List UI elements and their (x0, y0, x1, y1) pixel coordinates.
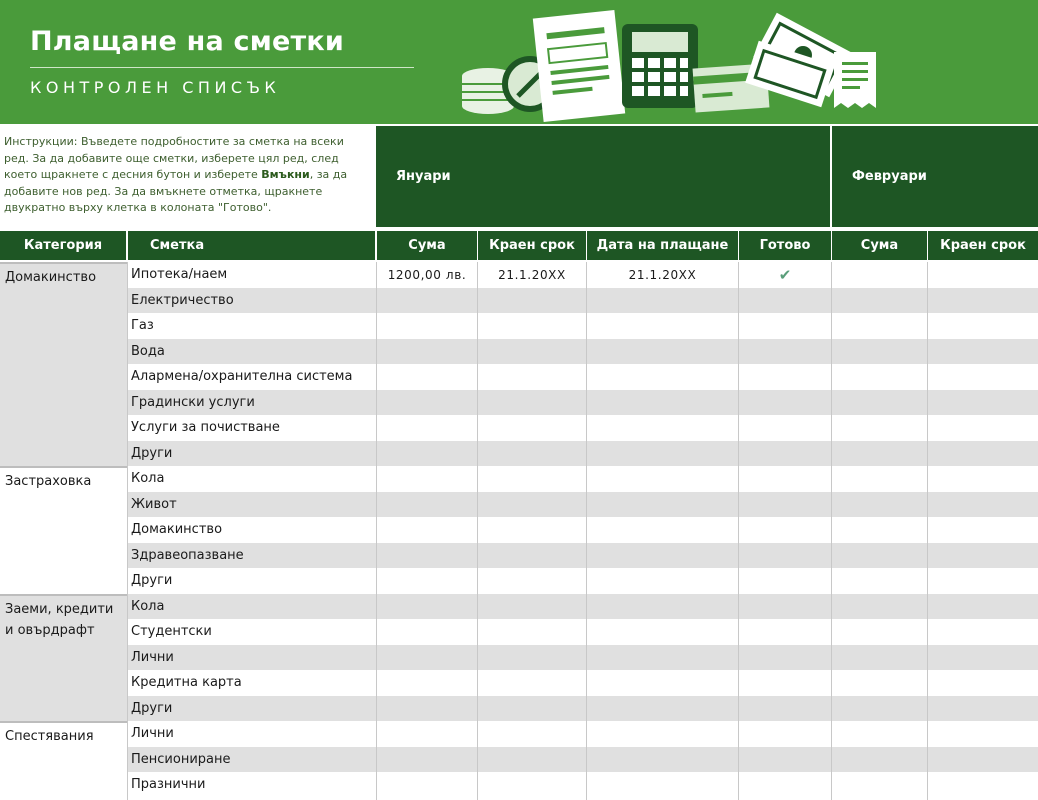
due-cell[interactable] (478, 441, 586, 467)
bill-name-cell[interactable]: Живот (131, 496, 177, 512)
column-header-done[interactable]: Готово (739, 231, 831, 260)
due-cell[interactable] (478, 645, 586, 671)
category-label: Спестявания (5, 729, 94, 744)
paid-cell[interactable] (587, 594, 738, 620)
instructions-part-1: Инструкции: Въведете подробностите за сметка на всеки ред. За да добавите още сметки, изберете цял ред, след което щракнете с десния бутон и изберете (4, 135, 344, 181)
category-label: Застраховка (5, 474, 92, 489)
table-row[interactable] (0, 543, 1038, 569)
amount-cell[interactable] (377, 670, 477, 696)
due-cell[interactable] (478, 568, 586, 594)
bill-name-cell[interactable]: Кредитна карта (131, 675, 242, 691)
page-subtitle: КОНТРОЛЕН СПИСЪК (30, 78, 281, 97)
due-cell[interactable] (478, 339, 586, 365)
table-row[interactable] (0, 568, 1038, 594)
table-row[interactable] (0, 721, 1038, 747)
paid-cell[interactable] (587, 364, 738, 390)
paid-cell[interactable] (587, 568, 738, 594)
amount-cell[interactable] (377, 696, 477, 722)
due-cell[interactable] (478, 313, 586, 339)
bill-name-cell[interactable]: Кола (131, 471, 165, 487)
bill-name-cell[interactable]: Лични (131, 649, 174, 665)
header-banner (0, 0, 1038, 124)
amount-cell[interactable] (377, 517, 477, 543)
category-cell[interactable] (0, 594, 127, 722)
column-header-due-date[interactable]: Краен срок (478, 231, 586, 260)
done-cell[interactable] (739, 747, 831, 773)
table-row[interactable] (0, 262, 1038, 288)
done-cell[interactable] (739, 339, 831, 365)
instructions-insert-keyword: Вмъкни (261, 168, 310, 181)
due-cell[interactable] (478, 747, 586, 773)
amount-cell[interactable] (377, 364, 477, 390)
paid-cell[interactable] (587, 390, 738, 416)
bill-name-cell[interactable]: Студентски (131, 624, 212, 640)
paid-cell[interactable] (587, 696, 738, 722)
bill-name-cell[interactable]: Газ (131, 318, 154, 334)
bill-name-cell[interactable]: Други (131, 445, 173, 461)
bill-name-cell[interactable]: Електричество (131, 292, 234, 308)
bill-name-cell[interactable]: Кола (131, 598, 165, 614)
due-cell[interactable] (478, 721, 586, 747)
instructions-part-2: , за да добавите нов ред. За да вмъкнете отметка, щракнете двукратно върху клетка в колоната "Готово". (4, 168, 348, 214)
amount-cell[interactable] (377, 543, 477, 569)
table-row[interactable] (0, 466, 1038, 492)
due-cell[interactable] (478, 696, 586, 722)
amount-cell[interactable] (377, 288, 477, 314)
amount-cell[interactable] (377, 747, 477, 773)
table-row[interactable] (0, 364, 1038, 390)
bill-name-cell[interactable]: Празнични (131, 777, 206, 793)
amount-cell[interactable] (377, 339, 477, 365)
column-header-amount[interactable]: Сума (377, 231, 477, 260)
page-title: Плащане на сметки (30, 26, 344, 57)
calculator-icon (622, 24, 698, 108)
column-header-category[interactable]: Категория (0, 231, 126, 260)
paid-cell[interactable] (587, 441, 738, 467)
done-cell[interactable] (739, 619, 831, 645)
paid-cell[interactable] (587, 772, 738, 798)
amount-cell[interactable] (377, 619, 477, 645)
paid-cell[interactable] (587, 543, 738, 569)
amount-cell[interactable] (377, 721, 477, 747)
done-cell[interactable] (739, 772, 831, 798)
invoice-icon (533, 10, 625, 122)
done-checkmark-icon[interactable]: ✔ (778, 265, 792, 284)
table-row[interactable] (0, 619, 1038, 645)
category-label: Домакинство (5, 270, 97, 285)
due-cell[interactable] (478, 594, 586, 620)
table-row[interactable] (0, 492, 1038, 518)
done-cell[interactable] (739, 390, 831, 416)
table-row[interactable] (0, 517, 1038, 543)
amount-cell[interactable]: 1200,00 лв. (387, 267, 467, 282)
table-row[interactable] (0, 594, 1038, 620)
done-cell[interactable] (739, 466, 831, 492)
due-cell[interactable] (478, 466, 586, 492)
table-row[interactable] (0, 288, 1038, 314)
category-cell[interactable] (0, 466, 127, 594)
due-cell[interactable] (478, 517, 586, 543)
bill-name-cell[interactable]: Други (131, 700, 173, 716)
month-header-february[interactable]: Февруари (832, 126, 1038, 227)
title-divider (30, 67, 414, 68)
done-cell[interactable] (739, 568, 831, 594)
paid-cell[interactable] (587, 721, 738, 747)
paid-cell[interactable] (587, 415, 738, 441)
column-header-bill[interactable]: Сметка (128, 231, 375, 260)
grid-line (586, 262, 587, 800)
done-cell[interactable] (739, 517, 831, 543)
paid-cell[interactable] (587, 313, 738, 339)
due-cell[interactable] (478, 619, 586, 645)
due-cell[interactable] (478, 772, 586, 798)
paid-cell[interactable] (587, 619, 738, 645)
paid-cell[interactable] (587, 492, 738, 518)
amount-cell[interactable] (377, 466, 477, 492)
table-row[interactable] (0, 441, 1038, 467)
grid-line (127, 262, 128, 800)
grid-line (376, 262, 377, 800)
category-cell[interactable] (0, 262, 127, 466)
column-header-feb-amount[interactable]: Сума (832, 231, 927, 260)
table-row[interactable] (0, 696, 1038, 722)
due-cell[interactable] (478, 492, 586, 518)
amount-cell[interactable] (377, 594, 477, 620)
bill-name-cell[interactable]: Лични (131, 726, 174, 742)
bill-name-cell[interactable]: Домакинство (131, 522, 223, 538)
amount-cell[interactable] (377, 415, 477, 441)
month-header-january[interactable]: Януари (376, 126, 830, 227)
paid-cell[interactable] (587, 670, 738, 696)
paid-cell[interactable] (587, 466, 738, 492)
table-row[interactable] (0, 772, 1038, 798)
done-cell[interactable] (739, 313, 831, 339)
table-row[interactable] (0, 670, 1038, 696)
column-header-payment-date[interactable]: Дата на плащане (587, 231, 738, 260)
paid-cell[interactable] (587, 288, 738, 314)
done-cell[interactable] (739, 721, 831, 747)
paid-cell[interactable] (587, 747, 738, 773)
grid-line (927, 262, 928, 800)
table-row[interactable] (0, 390, 1038, 416)
table-row[interactable] (0, 645, 1038, 671)
due-cell[interactable]: 21.1.20XX (498, 267, 566, 282)
table-row[interactable] (0, 747, 1038, 773)
paid-cell[interactable] (587, 645, 738, 671)
done-cell[interactable] (739, 543, 831, 569)
finance-illustration (450, 0, 890, 124)
amount-cell[interactable] (377, 492, 477, 518)
column-header-feb-due-date[interactable]: Краен срок (928, 231, 1038, 260)
bill-name-cell[interactable]: Ипотека/наем (131, 267, 228, 283)
done-cell[interactable] (739, 288, 831, 314)
done-cell[interactable] (739, 696, 831, 722)
amount-cell[interactable] (377, 772, 477, 798)
paid-cell[interactable] (587, 517, 738, 543)
category-cell[interactable] (0, 721, 127, 798)
receipt-icon (834, 52, 876, 108)
category-label: Заеми, кредити и овърдрафт (5, 601, 114, 638)
amount-cell[interactable] (377, 645, 477, 671)
done-cell[interactable] (739, 670, 831, 696)
done-cell[interactable] (739, 415, 831, 441)
bill-name-cell[interactable]: Други (131, 573, 173, 589)
due-cell[interactable] (478, 288, 586, 314)
done-cell[interactable] (739, 441, 831, 467)
grid-line (831, 262, 832, 800)
amount-cell[interactable] (377, 441, 477, 467)
bill-name-cell[interactable]: Здравеопазване (131, 547, 244, 563)
paid-cell[interactable]: 21.1.20XX (628, 267, 697, 282)
grid-line (477, 262, 478, 800)
grid-line (738, 262, 739, 800)
done-cell[interactable] (739, 645, 831, 671)
paid-cell[interactable] (587, 339, 738, 365)
amount-cell[interactable] (377, 568, 477, 594)
table-row[interactable] (0, 339, 1038, 365)
due-cell[interactable] (478, 543, 586, 569)
bill-name-cell[interactable]: Услуги за почистване (131, 420, 280, 436)
due-cell[interactable] (478, 390, 586, 416)
amount-cell[interactable] (377, 390, 477, 416)
instructions-text (4, 134, 372, 217)
bill-name-cell[interactable]: Вода (131, 343, 165, 359)
bill-name-cell[interactable]: Градински услуги (131, 394, 255, 410)
table-row[interactable] (0, 415, 1038, 441)
due-cell[interactable] (478, 670, 586, 696)
due-cell[interactable] (478, 415, 586, 441)
bill-name-cell[interactable]: Пенсиониране (131, 751, 231, 767)
amount-cell[interactable] (377, 313, 477, 339)
bill-name-cell[interactable]: Алармена/охранителна система (131, 369, 353, 385)
due-cell[interactable] (478, 364, 586, 390)
done-cell[interactable] (739, 492, 831, 518)
done-cell[interactable] (739, 594, 831, 620)
done-cell[interactable] (739, 364, 831, 390)
table-row[interactable] (0, 313, 1038, 339)
